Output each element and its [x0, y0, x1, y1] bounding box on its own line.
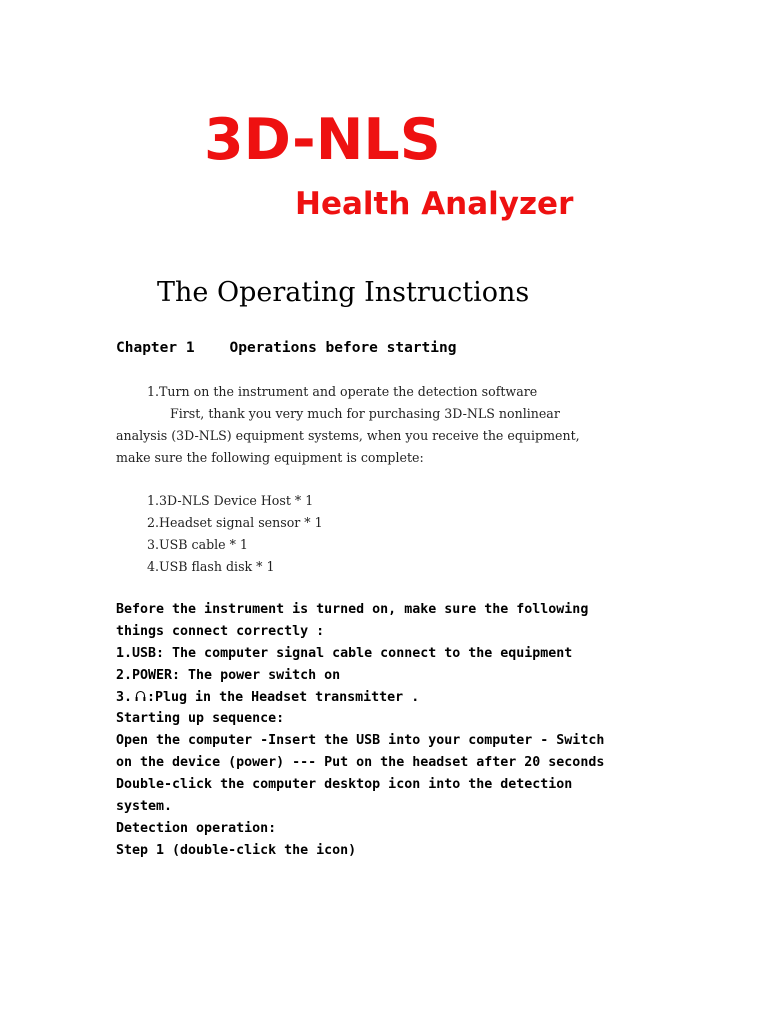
equipment-item: 3.USB cable * 1 [147, 536, 248, 552]
detection-step: Step 1 (double-click the icon) [116, 842, 357, 858]
connections-intro-line: things connect correctly : [116, 623, 325, 639]
equipment-item: 1.3D-NLS Device Host * 1 [147, 493, 314, 508]
intro-paragraph-line: make sure the following equipment is complete: [116, 449, 424, 465]
chapter-number: Chapter 1 [116, 340, 195, 356]
equipment-list [116, 490, 676, 578]
headset-instruction [116, 687, 676, 709]
equipment-item: 4.USB flash disk * 1 [147, 558, 275, 574]
connection-instructions [116, 599, 676, 862]
usb-instruction: 1.USB: The computer signal cable connect to the equipment [116, 645, 573, 661]
intro-section [116, 381, 676, 469]
startup-line: Open the computer -Insert the USB into your computer - Switch [116, 733, 605, 749]
connections-intro-line: Before the instrument is turned on, make sure the following [116, 602, 589, 617]
headset-text: :Plug in the Headset transmitter . [147, 689, 420, 705]
detection-label: Detection operation: [116, 820, 277, 836]
product-subtitle: Health Analyzer [295, 186, 574, 222]
headset-icon [135, 690, 146, 702]
headset-prefix: 3. [116, 689, 133, 705]
chapter-heading [116, 338, 456, 358]
document-heading: The Operating Instructions [157, 277, 530, 308]
startup-label: Starting up sequence: [116, 711, 285, 727]
chapter-title: Operations before starting [229, 340, 457, 356]
step-title: 1.Turn on the instrument and operate the detection software [147, 384, 538, 399]
startup-line: on the device (power) --- Put on the headset after 20 seconds [116, 755, 605, 771]
product-title: 3D-NLS [204, 107, 441, 173]
startup-line: Double-click the computer desktop icon into the detection [116, 777, 573, 793]
startup-line: system. [116, 799, 173, 815]
equipment-item: 2.Headset signal sensor * 1 [147, 514, 323, 530]
power-instruction: 2.POWER: The power switch on [116, 667, 341, 683]
intro-paragraph-line: First, thank you very much for purchasing 3D-NLS nonlinear [170, 405, 560, 421]
intro-paragraph-line: analysis (3D-NLS) equipment systems, when you receive the equipment, [116, 427, 580, 443]
